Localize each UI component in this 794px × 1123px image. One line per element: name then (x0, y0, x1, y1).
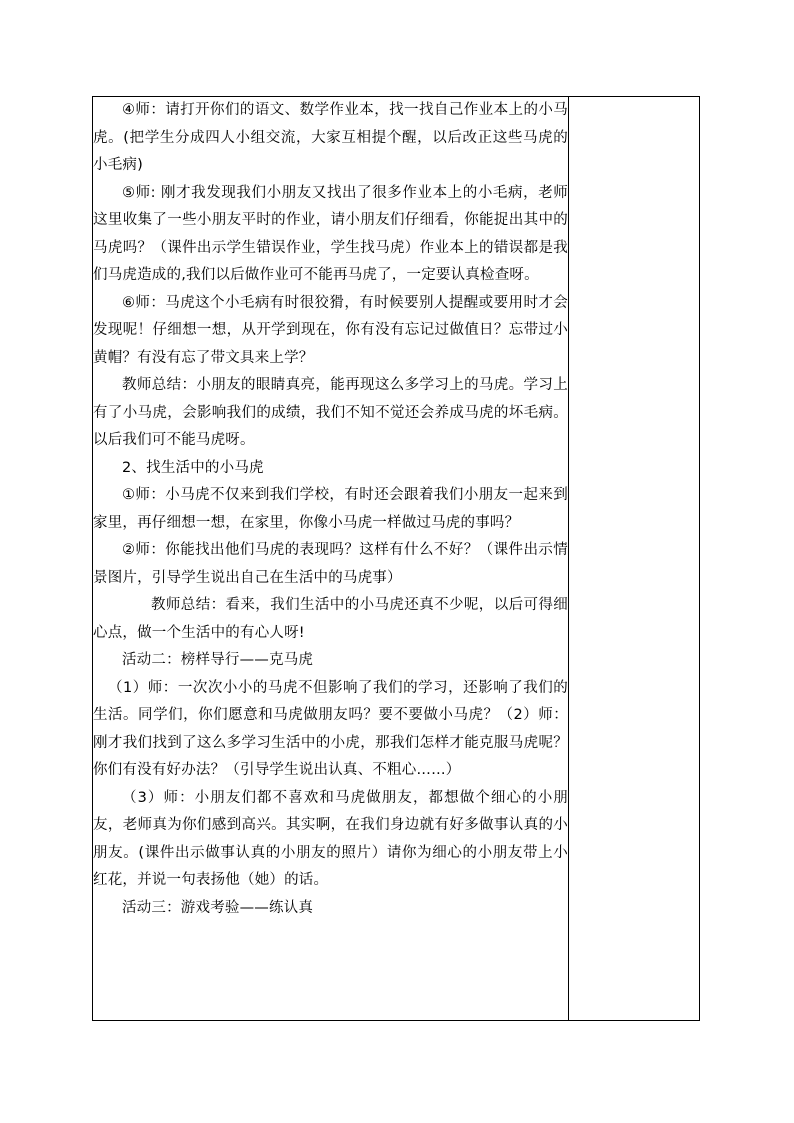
paragraph-teacher-summary-2: 教师总结：看来，我们生活中的小马虎还真不少呢，以后可得细心点，做一个生活中的有心人呀! (93, 597, 568, 641)
notes-column-cell (569, 97, 700, 1021)
paragraph-teacher-life-step-1: ①师：小马虎不仅来到我们学校，有时还会跟着我们小朋友一起来到家里，再仔细想一想，在家里，你像小马虎一样做过马虎的事吗？ (93, 487, 568, 531)
paragraph-activity-two-step-3: （3）师：小朋友们都不喜欢和马虎做朋友，都想做个细心的小朋友，老师真为你们感到高兴。其实啊，在我们身边就有好多做事认真的小朋友。(课件出示做事认真的小朋友的照片）请你为细心的小朋友带上小红花，并说一句表扬他（她）的话。 (93, 789, 568, 888)
paragraph-activity-two-steps-1-2: （1）师：一次次小小的马虎不但影响了我们的学习，还影响了我们的生活。同学们，你们愿意和马虎做朋友吗？要不要做小马虎？（2）师：刚才我们找到了这么多学习生活中的小虎，那我们怎样才能克服马虎呢？你们有没有好办法？（引导学生说出认真、不粗心……） (93, 679, 568, 778)
activity-two-heading: 活动二：榜样导行——克马虎 (122, 652, 314, 668)
paragraph-teacher-step-4: ④师：请打开你们的语文、数学作业本，找一找自己作业本上的小马虎。(把学生分成四人小组交流，大家互相提个醒，以后改正这些马虎的小毛病) (93, 102, 568, 173)
paragraph-teacher-summary-1: 教师总结：小朋友的眼睛真亮，能再现这么多学习上的马虎。学习上有了小马虎，会影响我们的成绩，我们不知不觉还会养成马虎的坏毛病。以后我们可不能马虎呀。 (93, 377, 568, 448)
lesson-plan-table (92, 96, 700, 1021)
paragraph-teacher-step-6: ⑥师：马虎这个小毛病有时很狡猾，有时候要别人提醒或要用时才会发现呢！仔细想一想，从开学到现在，你有没有忘记过做值日？忘带过小黄帽？有没有忘了带文具来上学？ (93, 294, 568, 366)
paragraph-teacher-life-step-2: ②师：你能找出他们马虎的表现吗？这样有什么不好？（课件出示情景图片，引导学生说出自己在生活中的马虎事） (93, 542, 568, 586)
table-row (93, 97, 700, 1021)
paragraph-teacher-step-5: ⑤师: 刚才我发现我们小朋友又找出了很多作业本上的小毛病，老师这里收集了一些小朋友平时的作业，请小朋友们仔细看，你能捉出其中的马虎吗？（课件出示学生错误作业，学生找马虎）作业本上的错误都是我们马虎造成的,我们以后做作业可不能再马虎了，一定要认真检查呀。 (93, 184, 568, 283)
activity-three-heading: 活动三：游戏考验——练认真 (122, 899, 314, 916)
section-heading-life-mistakes: 2、找生活中的小马虎 (122, 459, 264, 476)
lesson-content-cell (93, 97, 569, 1021)
